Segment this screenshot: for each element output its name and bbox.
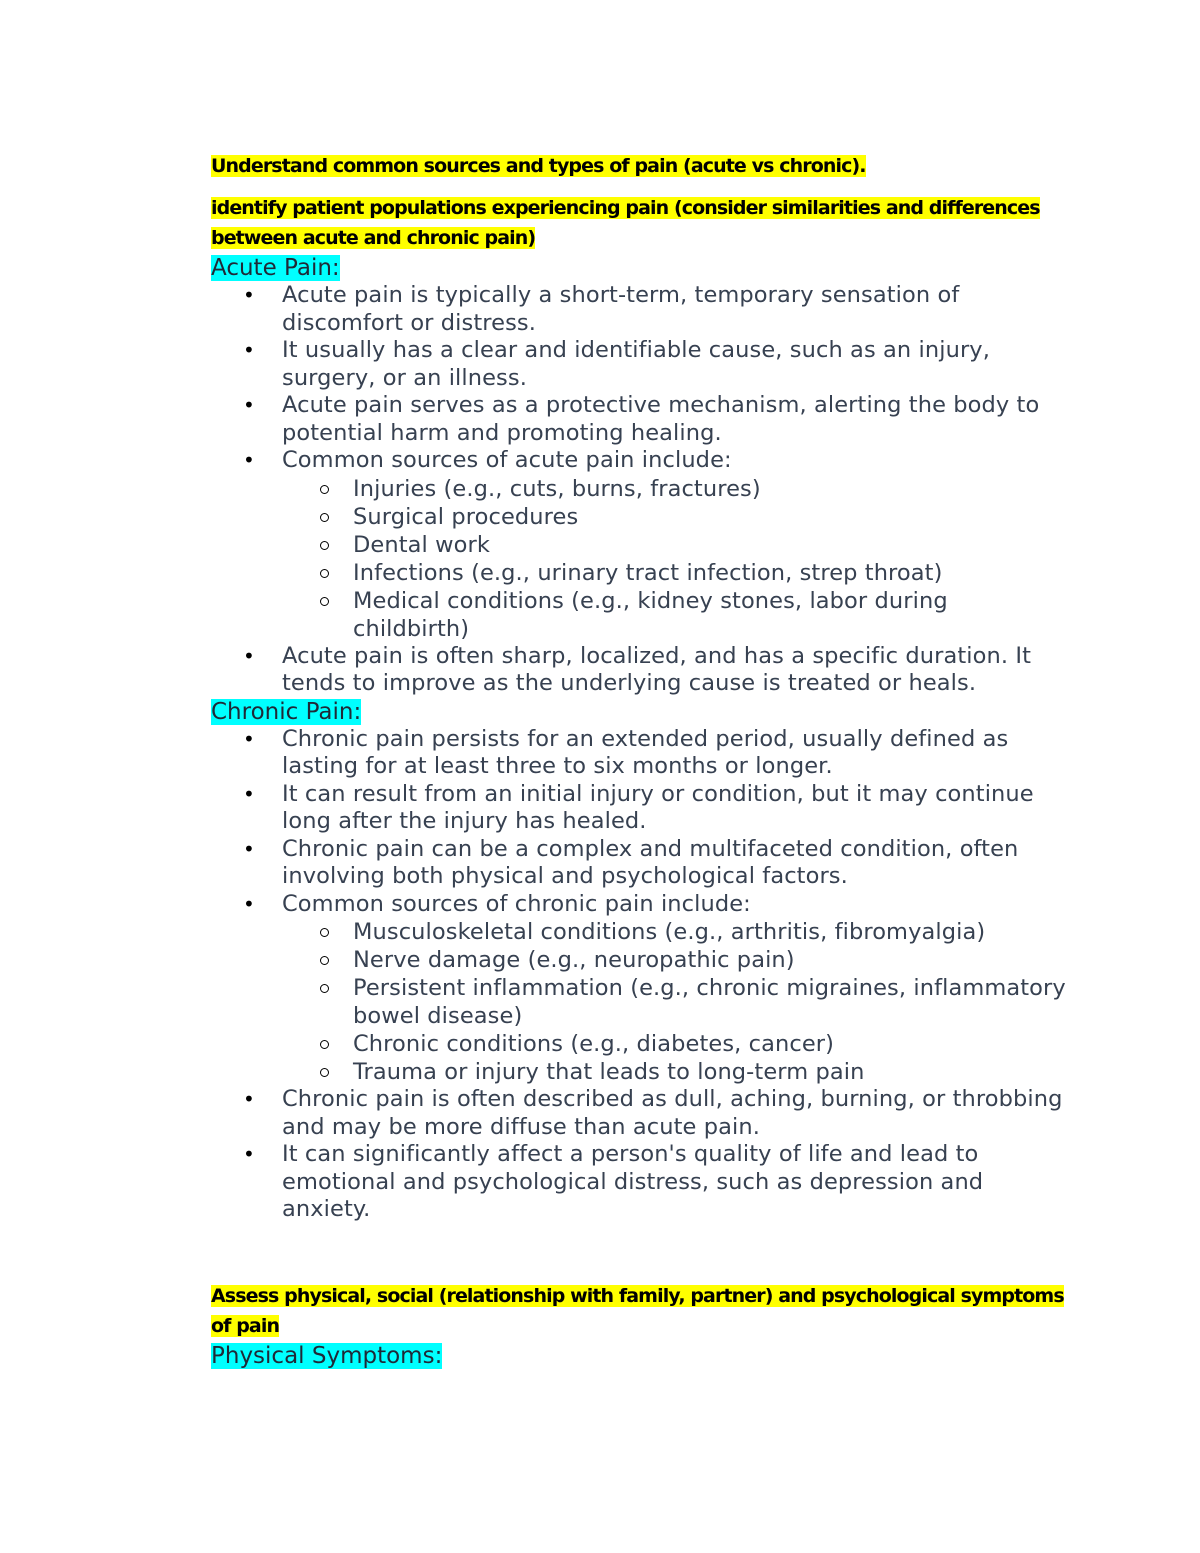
bullet-icon: • (243, 891, 255, 916)
sub-list-item-text: Dental work (353, 531, 490, 558)
list-item (243, 1086, 1071, 1141)
sub-list-item-text: Persistent inflammation (e.g., chronic migraines, inflammatory bowel disease) (353, 975, 1066, 1029)
circle-bullet-icon (320, 1068, 329, 1077)
circle-bullet-icon (320, 928, 329, 937)
bullet-icon: • (243, 283, 255, 307)
sub-list-item (353, 974, 1071, 1030)
list-item (243, 890, 1071, 1087)
circle-bullet-icon (320, 984, 329, 993)
sub-list-item-text: Injuries (e.g., cuts, burns, fractures) (353, 475, 761, 502)
objective-populations (211, 194, 1071, 254)
chronic-pain-list (211, 726, 1071, 1224)
sub-list-item (353, 475, 1071, 503)
list-item-text: Common sources of chronic pain include: (282, 890, 751, 917)
list-item-text: Chronic pain persists for an extended period, usually defined as lasting for at least three to six months or longer. (282, 725, 1009, 779)
bullet-icon: • (243, 448, 255, 472)
list-item-text: It usually has a clear and identifiable cause, such as an injury, surgery, or an illness. (282, 337, 990, 391)
sub-list-item-text: Trauma or injury that leads to long-term pain (353, 1059, 865, 1085)
heading-text: Acute Pain: (211, 255, 340, 281)
list-item-text: It can result from an initial injury or condition, but it may continue long after the injury has healed. (282, 780, 1034, 834)
chronic-sources-list (282, 918, 1071, 1086)
list-item (243, 1141, 1071, 1224)
bullet-icon: • (243, 1087, 255, 1111)
sub-list-item-text: Surgical procedures (353, 503, 579, 530)
sub-list-item (353, 587, 1071, 643)
list-item-text: Acute pain serves as a protective mechanism, alerting the body to potential harm and promoting healing. (282, 392, 1040, 446)
objective-text: identify patient populations experiencing pain (consider similarities and differences between acute and chronic pain) (211, 197, 1040, 249)
list-item-text: Chronic pain can be a complex and multifaceted condition, often involving both physical and psychological factors. (282, 835, 1019, 889)
circle-bullet-icon (320, 513, 329, 522)
heading-text: Chronic Pain: (211, 698, 362, 725)
list-item (243, 447, 1071, 643)
sub-list-item-text: Medical conditions (e.g., kidney stones, labor during childbirth) (353, 587, 948, 642)
acute-sources-list (282, 475, 1071, 643)
circle-bullet-icon (320, 1040, 329, 1049)
list-item (243, 725, 1071, 781)
physical-symptoms-heading (211, 1342, 1071, 1370)
list-item-text: Acute pain is typically a short-term, temporary sensation of discomfort or distress. (282, 282, 960, 336)
document-content (211, 152, 1071, 1370)
bullet-icon: • (243, 338, 255, 362)
list-item (243, 780, 1071, 836)
bullet-icon: • (243, 643, 255, 668)
bullet-icon: • (243, 393, 255, 417)
sub-list-item (353, 503, 1071, 531)
bullet-icon: • (243, 781, 255, 806)
objective-assess-symptoms (211, 1282, 1071, 1342)
sub-list-item (353, 559, 1071, 587)
objective-sources-types (211, 152, 1071, 182)
circle-bullet-icon (320, 569, 329, 578)
circle-bullet-icon (320, 597, 329, 606)
sub-list-item (353, 946, 1071, 974)
bullet-icon: • (243, 1142, 255, 1166)
sub-list-item (353, 918, 1071, 946)
sub-list-item-text: Nerve damage (e.g., neuropathic pain) (353, 947, 795, 973)
circle-bullet-icon (320, 541, 329, 550)
sub-list-item (353, 531, 1071, 559)
list-item (243, 642, 1071, 698)
list-item-text: Acute pain is often sharp, localized, and has a specific duration. It tends to improve as the underlying cause is treated or heals. (282, 642, 1032, 696)
chronic-pain-heading (211, 698, 1071, 726)
acute-pain-list (211, 282, 1071, 698)
circle-bullet-icon (320, 956, 329, 965)
list-item-text: Common sources of acute pain include: (282, 447, 732, 473)
sub-list-item-text: Chronic conditions (e.g., diabetes, cancer) (353, 1031, 835, 1057)
objective-text: Assess physical, social (relationship with family, partner) and psychological symptoms of pain (211, 1284, 1064, 1337)
sub-list-item (353, 1058, 1071, 1086)
list-item (243, 282, 1071, 337)
sub-list-item-text: Infections (e.g., urinary tract infection, strep throat) (353, 559, 943, 586)
list-item (243, 835, 1071, 891)
acute-pain-heading (211, 254, 1071, 282)
heading-text: Physical Symptoms: (211, 1342, 443, 1369)
list-item (243, 392, 1071, 447)
circle-bullet-icon (320, 485, 329, 494)
objective-text: Understand common sources and types of pain (acute vs chronic). (211, 155, 866, 177)
bullet-icon: • (243, 726, 255, 751)
sub-list-item-text: Musculoskeletal conditions (e.g., arthritis, fibromyalgia) (353, 919, 986, 945)
sub-list-item (353, 1030, 1071, 1058)
section-spacer (211, 1224, 1071, 1282)
list-item-text: It can significantly affect a person's quality of life and lead to emotional and psychological distress, such as depression and anxiety. (282, 1141, 984, 1222)
list-item (243, 337, 1071, 392)
list-item-text: Chronic pain is often described as dull, aching, burning, or throbbing and may be more diffuse than acute pain. (282, 1086, 1063, 1140)
bullet-icon: • (243, 836, 255, 861)
